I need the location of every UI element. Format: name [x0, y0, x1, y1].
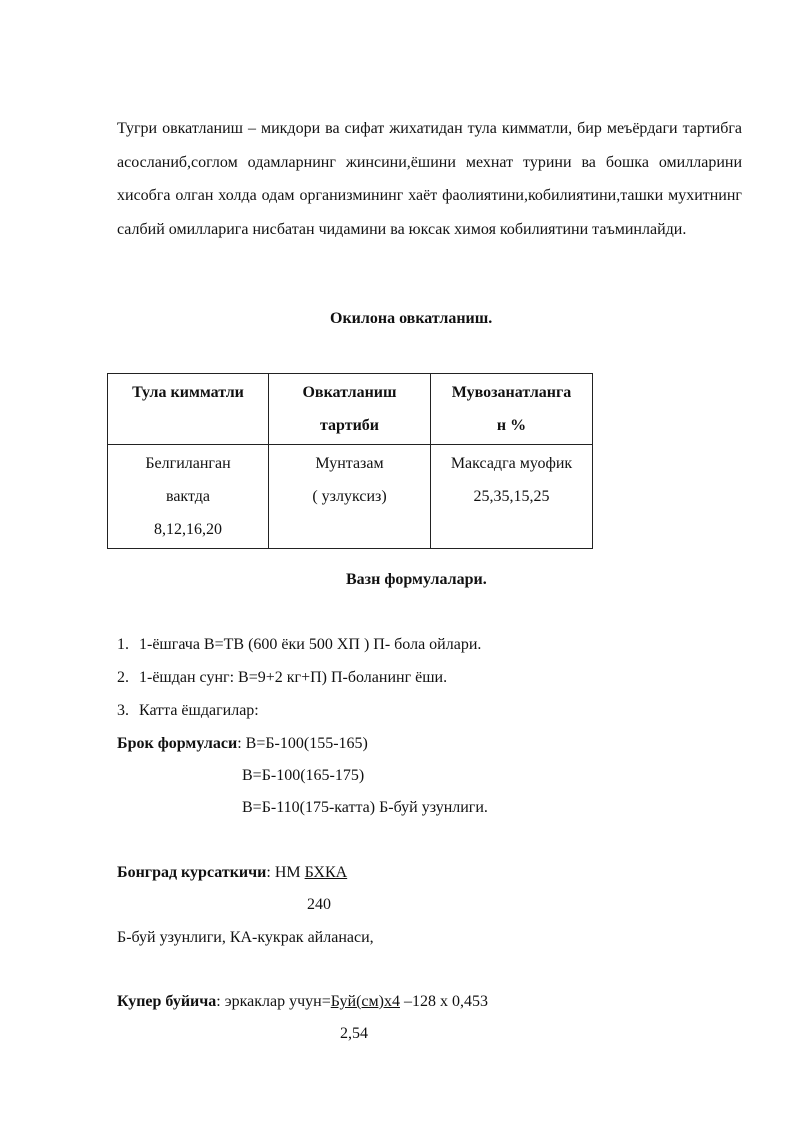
- bongard-label: Бонград курсаткичи: [117, 864, 267, 881]
- list-item: [117, 636, 481, 654]
- list-text: Катта ёшдагилар:: [139, 702, 259, 719]
- bongard-legend: Б-буй узунлиги, КА-кукрак айланаси,: [117, 929, 374, 946]
- intro-paragraph: Тугри овкатланиш – микдори ва сифат жихатидан тула кимматли, бир меъёрдаги тартибга асосланиб,соглом одамларнинг жинсини,ёшини мехнат турини ва бошка омилларини хисобга олган холда одам организмининг хаёт фаолиятини,кобилиятини,ташки мухитнинг салбий омилларига нисбатан чидамини ва юксак химоя кобилиятини таъминлайди.: [117, 120, 742, 238]
- header-text: н %: [496, 417, 527, 434]
- list-number: 3.: [117, 702, 129, 719]
- heading-weight-formulas: Вазн формулалари.: [346, 571, 487, 588]
- broca-formula-1: : В=Б-100(155-165): [237, 735, 368, 752]
- table-header-cell: [269, 374, 431, 445]
- cell-text: Максадга муофик: [450, 455, 573, 472]
- cell-text: 8,12,16,20: [154, 521, 222, 538]
- bongard-denominator: 240: [307, 896, 331, 913]
- table-cell: [431, 445, 593, 549]
- bongard-index-line: [117, 864, 347, 882]
- cell-text: Белгиланган: [145, 455, 231, 472]
- cell-text: Мунтазам: [315, 455, 384, 472]
- cell-text: ( узлуксиз): [312, 488, 387, 505]
- list-item: [117, 702, 259, 720]
- list-text: 1-ёшдан сунг: В=9+2 кг+П) П-боланинг ёши.: [139, 669, 448, 686]
- broca-formula-line: [117, 735, 368, 753]
- list-number: 1.: [117, 636, 129, 653]
- cell-text: 25,35,15,25: [473, 488, 550, 505]
- cooper-label: Купер буйича: [117, 993, 217, 1010]
- broca-formula-3: В=Б-110(175-катта) Б-буй узунлиги.: [242, 799, 488, 816]
- cooper-numerator: Буй(см)х4: [330, 993, 400, 1010]
- header-text: тартиби: [319, 417, 380, 434]
- cell-text: вактда: [165, 488, 211, 505]
- table-cell: [269, 445, 431, 549]
- nutrition-table: [107, 373, 593, 549]
- broca-formula-2: В=Б-100(165-175): [242, 767, 365, 784]
- table-header-row: [108, 374, 593, 445]
- list-text: 1-ёшгача В=ТВ (600 ёки 500 ХП ) П- бола ойлари.: [139, 636, 482, 653]
- list-item: [117, 669, 447, 687]
- header-text: Тула кимматли: [132, 384, 244, 401]
- table-cell: [108, 445, 269, 549]
- table-header-cell: [108, 374, 269, 445]
- list-number: 2.: [117, 669, 129, 686]
- bongard-prefix: : НМ: [266, 864, 305, 881]
- bongard-numerator: БХКА: [304, 864, 348, 881]
- table-header-cell: [431, 374, 593, 445]
- header-text: Овкатланиш: [302, 384, 397, 401]
- heading-rational-nutrition: Окилона овкатланиш.: [330, 310, 493, 327]
- header-text: Мувозанатланга: [451, 384, 572, 401]
- cooper-formula-line: [117, 993, 488, 1011]
- cooper-denominator: 2,54: [340, 1025, 368, 1042]
- broca-label: Брок формуласи: [117, 735, 238, 752]
- cooper-suffix: –128 х 0,453: [399, 993, 488, 1010]
- cooper-prefix: : эркаклар учун=: [216, 993, 331, 1010]
- table-row: [108, 445, 593, 549]
